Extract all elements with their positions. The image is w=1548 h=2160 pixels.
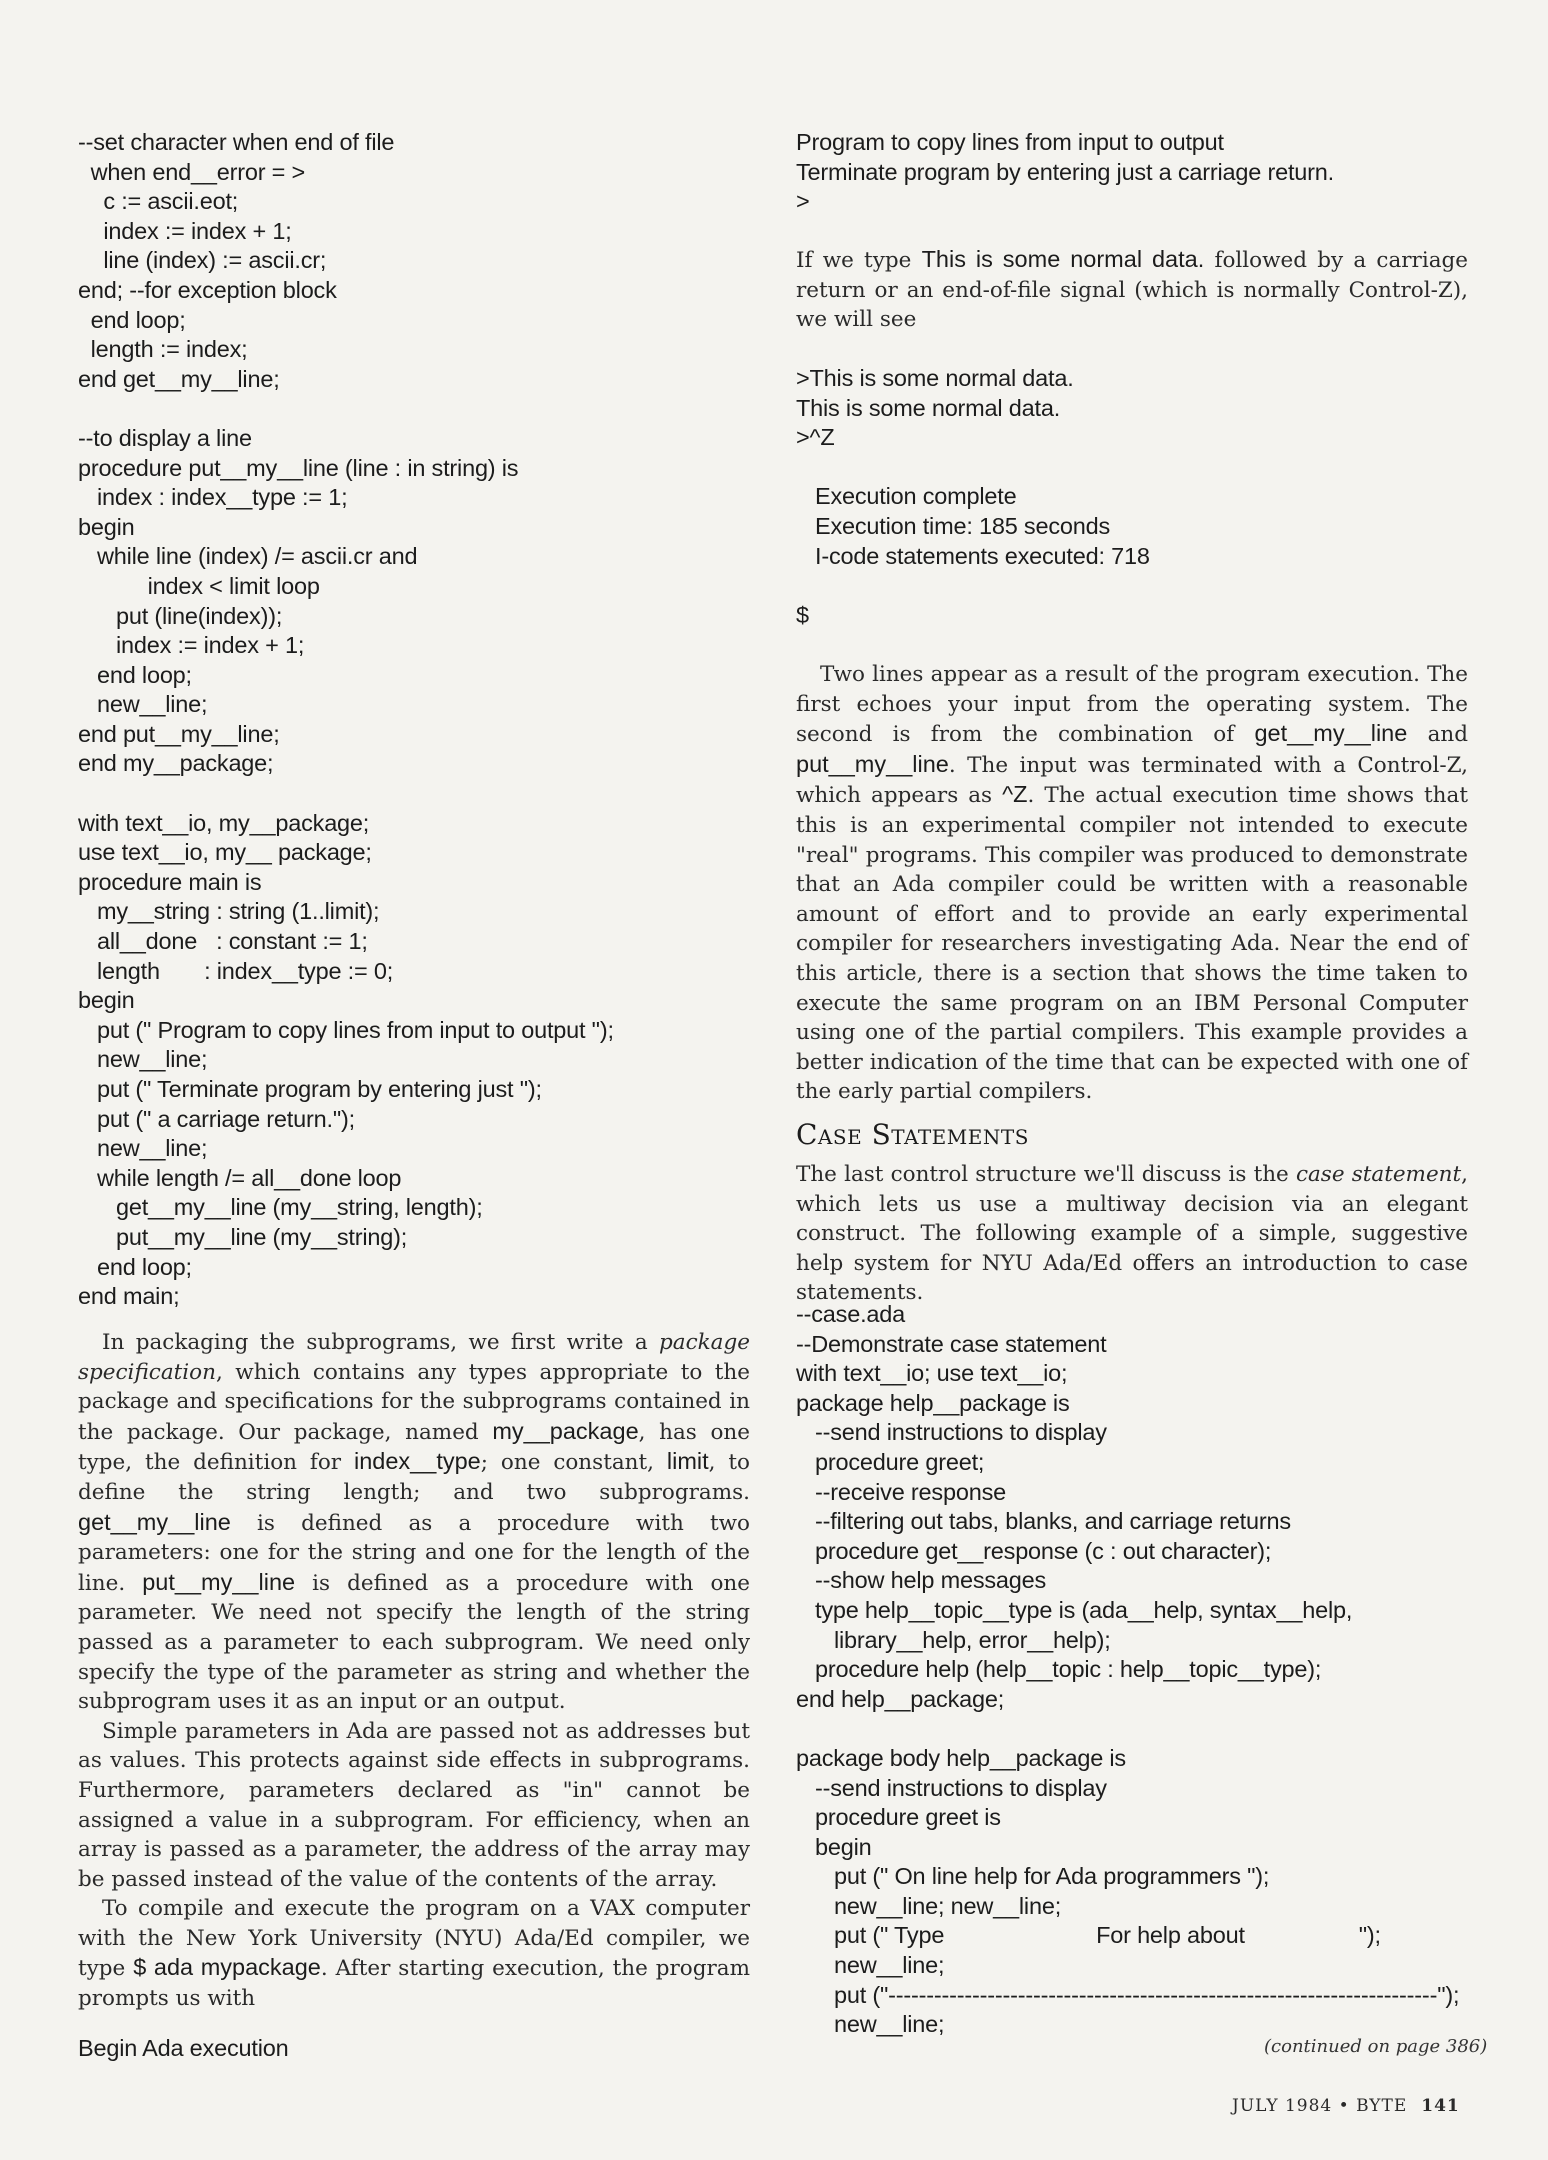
- section-heading-case-statements: Case Statements: [796, 1118, 1029, 1151]
- body-text-left: [78, 1328, 750, 2014]
- continued-note: (continued on page 386): [1264, 2036, 1488, 2057]
- paragraph-case-intro: The last control structure we'll discuss is the case statement, which lets us use a multiway decision via an elegant construct. The following example of a simple, suggestive help system for NYU Ada/Ed offers an introduction to case statements.: [796, 1162, 1469, 1306]
- footer-date: JULY 1984 • BYTE: [1232, 2096, 1408, 2116]
- program-output-prompt: Program to copy lines from input to output Terminate program by entering just a carriage return. >: [796, 129, 1334, 215]
- page-number: 141: [1421, 2096, 1460, 2116]
- paragraph-parameters: Simple parameters in Ada are passed not as addresses but as values. This protects against side effects in subprograms. Furthermore, parameters declared as "in" cannot be assigned a value in a subprogram. For efficiency, when an array is passed as a parameter, the address of the array may be passed instead of the value of the contents of the array.: [78, 1718, 750, 1892]
- paragraph-typing: If we type This is some normal data. followed by a carriage return or an end-of-file signal (which is normally Control-Z), we will see: [796, 246, 1469, 333]
- body-text-typing: [796, 245, 1468, 335]
- body-text-case-intro: [796, 1160, 1468, 1308]
- code-begin-execution: Begin Ada execution: [78, 2035, 289, 2061]
- paragraph-compile: To compile and execute the program on a VAX computer with the New York University (NYU) Ada/Ed compiler, we type $ ada mypackage. After starting execution, the program prompts us with: [78, 1896, 751, 2012]
- body-text-results: [796, 660, 1468, 1107]
- program-output-execution: >This is some normal data. This is some normal data. >^Z Execution complete Execution time: 185 seconds I-code statements executed: 718 $: [796, 365, 1150, 628]
- code-listing-help-package: --case.ada --Demonstrate case statement with text__io; use text__io; package help__package is --send instructions to display procedure greet; --receive response --filtering out tabs, blanks, and carriage returns procedure get__response (c : out character); --show help messages type help__topic__type is (ada__help, syntax__help, library__help, error__help); procedure help (help__topic : help__topic__type); end help__package; package body help__package is --send instructions to display procedure greet is begin put (" On line help for Ada programmers "); new__line; new__line; put (" Type For help about "); new__line; put ("------------------------------------------------------------------------"); new__line;: [796, 1301, 1460, 2038]
- paragraph-package-spec: In packaging the subprograms, we first write a package specification, which contains any types appropriate to the package and specifications for the subprograms contained in the package. Our package, named my__package, has one type, the definition for index__type; one constant, limit, to define the string length; and two subprograms. get__my__line is defined as a procedure with two parameters: one for the string and one for the length of the line. put__my__line is defined as a procedure with one parameter. We need not specify the length of the string passed as a parameter to each subprogram. We need only specify the type of the parameter as string and whether the subprogram uses it as an input or an output.: [78, 1330, 751, 1715]
- code-listing-my-package: --set character when end of file when end__error = > c := ascii.eot; index := index + 1; line (index) := ascii.cr; end; --for exception block end loop; length := index; end get__my__line; --to display a line procedure put__my__line (line : in string) is index : index__type := 1; begin while line (index) /= ascii.cr and index < limit loop put (line(index)); index := index + 1; end loop; new__line; end put__my__line; end my__package; with text__io, my__package; use text__io, my__ package; procedure main is my__string : string (1..limit); all__done : constant := 1; length : index__type := 0; begin put (" Program to copy lines from input to output "); new__line; put (" Terminate program by entering just "); put (" a carriage return."); new__line; while length /= all__done loop get__my__line (my__string, length); put__my__line (my__string); end loop; end main;: [78, 129, 614, 1310]
- paragraph-results: Two lines appear as a result of the program execution. The first echoes your input from the operating system. The second is from the combination of get__my__line and put__my__line. The input was terminated with a Control-Z, which appears as ^Z. The actual execution time shows that this is an experimental compiler not intended to execute "real" programs. This compiler was produced to demonstrate that an Ada compiler could be written with a reasonable amount of effort and to provide an early experimental compiler for researchers investigating Ada. Near the end of this article, there is a section that shows the time taken to execute the same program on an IBM Personal Computer using one of the partial compilers. This example provides a better indication of the time that can be expected with one of the early partial compilers.: [796, 662, 1468, 1105]
- page-footer: [1232, 2096, 1460, 2116]
